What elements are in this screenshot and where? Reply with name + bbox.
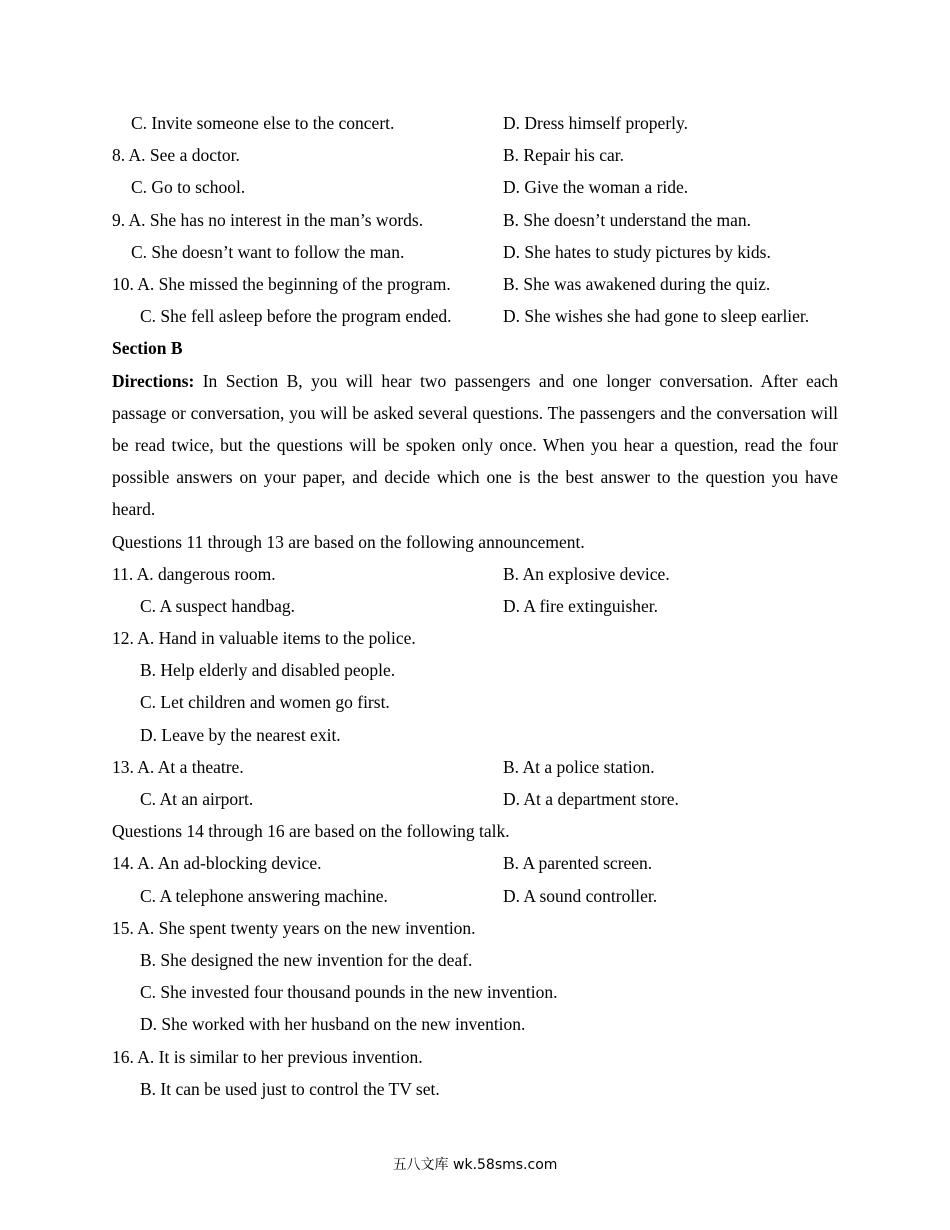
page-content	[112, 107, 838, 1105]
option-12a: 12. A. Hand in valuable items to the police.	[112, 628, 416, 649]
row-8-ab	[112, 139, 838, 171]
group1-intro: Questions 11 through 13 are based on the following announcement.	[112, 531, 585, 552]
option-16b: B. It can be used just to control the TV set.	[140, 1078, 440, 1099]
option-12c: C. Let children and women go first.	[140, 692, 390, 713]
option-7d: D. Dress himself properly.	[503, 113, 689, 133]
directions-text: In Section B, you will hear two passengers and one longer conversation. After each passage or conversation, you will be asked several questions. The passengers and the conversation will be read twice, but the questions will be spoken only once. When you hear a question, read the four possible answers on your paper, and decide which one is the best answer to the question you have heard.	[112, 370, 838, 520]
option-15c: C. She invested four thousand pounds in the new invention.	[140, 982, 558, 1003]
option-12d: D. Leave by the nearest exit.	[140, 724, 341, 745]
option-9b: B. She doesn’t understand the man.	[503, 209, 752, 230]
option-14c: C. A telephone answering machine.	[140, 885, 388, 906]
option-8d: D. Give the woman a ride.	[503, 177, 689, 198]
option-14b: B. A parented screen.	[503, 853, 653, 874]
option-14a: 14. A. An ad-blocking device.	[112, 853, 322, 874]
directions-label: Directions:	[112, 370, 195, 391]
option-11a: 11. A. dangerous room.	[112, 563, 276, 584]
row-13-cd	[112, 783, 838, 815]
section-b-title: Section B	[112, 338, 183, 359]
row-11-cd	[112, 590, 838, 622]
option-9a: 9. A. She has no interest in the man’s words.	[112, 209, 424, 230]
option-11d: D. A fire extinguisher.	[503, 595, 659, 616]
option-8a: 8. A. See a doctor.	[112, 145, 240, 166]
option-11c: C. A suspect handbag.	[140, 595, 296, 616]
page-footer: 五八文库 wk.58sms.com	[392, 1157, 558, 1173]
option-10c: C. She fell asleep before the program ended.	[140, 306, 452, 327]
section-b-directions	[112, 365, 838, 526]
row-13-ab	[112, 751, 838, 783]
group2-intro: Questions 14 through 16 are based on the following talk.	[112, 821, 510, 842]
row-7-cd	[112, 107, 838, 139]
option-7c: C. Invite someone else to the concert.	[131, 113, 395, 133]
option-16a: 16. A. It is similar to her previous invention.	[112, 1046, 423, 1067]
option-13c: C. At an airport.	[140, 789, 254, 810]
option-15b: B. She designed the new invention for the deaf.	[140, 949, 473, 970]
option-10b: B. She was awakened during the quiz.	[503, 273, 771, 294]
option-8b: B. Repair his car.	[503, 145, 625, 166]
option-15a: 15. A. She spent twenty years on the new invention.	[112, 917, 476, 938]
option-13b: B. At a police station.	[503, 756, 655, 777]
row-11-ab	[112, 558, 838, 590]
option-10d: D. She wishes she had gone to sleep earlier.	[503, 306, 810, 327]
row-9-ab	[112, 204, 838, 236]
row-14-ab	[112, 847, 838, 879]
option-15d: D. She worked with her husband on the new invention.	[140, 1014, 526, 1035]
option-10a: 10. A. She missed the beginning of the program.	[112, 273, 451, 294]
option-11b: B. An explosive device.	[503, 563, 670, 584]
option-9d: D. She hates to study pictures by kids.	[503, 241, 771, 262]
option-8c: C. Go to school.	[131, 177, 246, 198]
option-13a: 13. A. At a theatre.	[112, 756, 244, 777]
row-10-cd	[112, 300, 838, 332]
option-13d: D. At a department store.	[503, 789, 679, 810]
row-8-cd	[112, 171, 838, 203]
row-14-cd	[112, 880, 838, 912]
option-14d: D. A sound controller.	[503, 885, 658, 906]
row-10-ab	[112, 268, 838, 300]
option-12b: B. Help elderly and disabled people.	[140, 660, 396, 681]
row-9-cd	[112, 236, 838, 268]
option-9c: C. She doesn’t want to follow the man.	[131, 241, 405, 262]
